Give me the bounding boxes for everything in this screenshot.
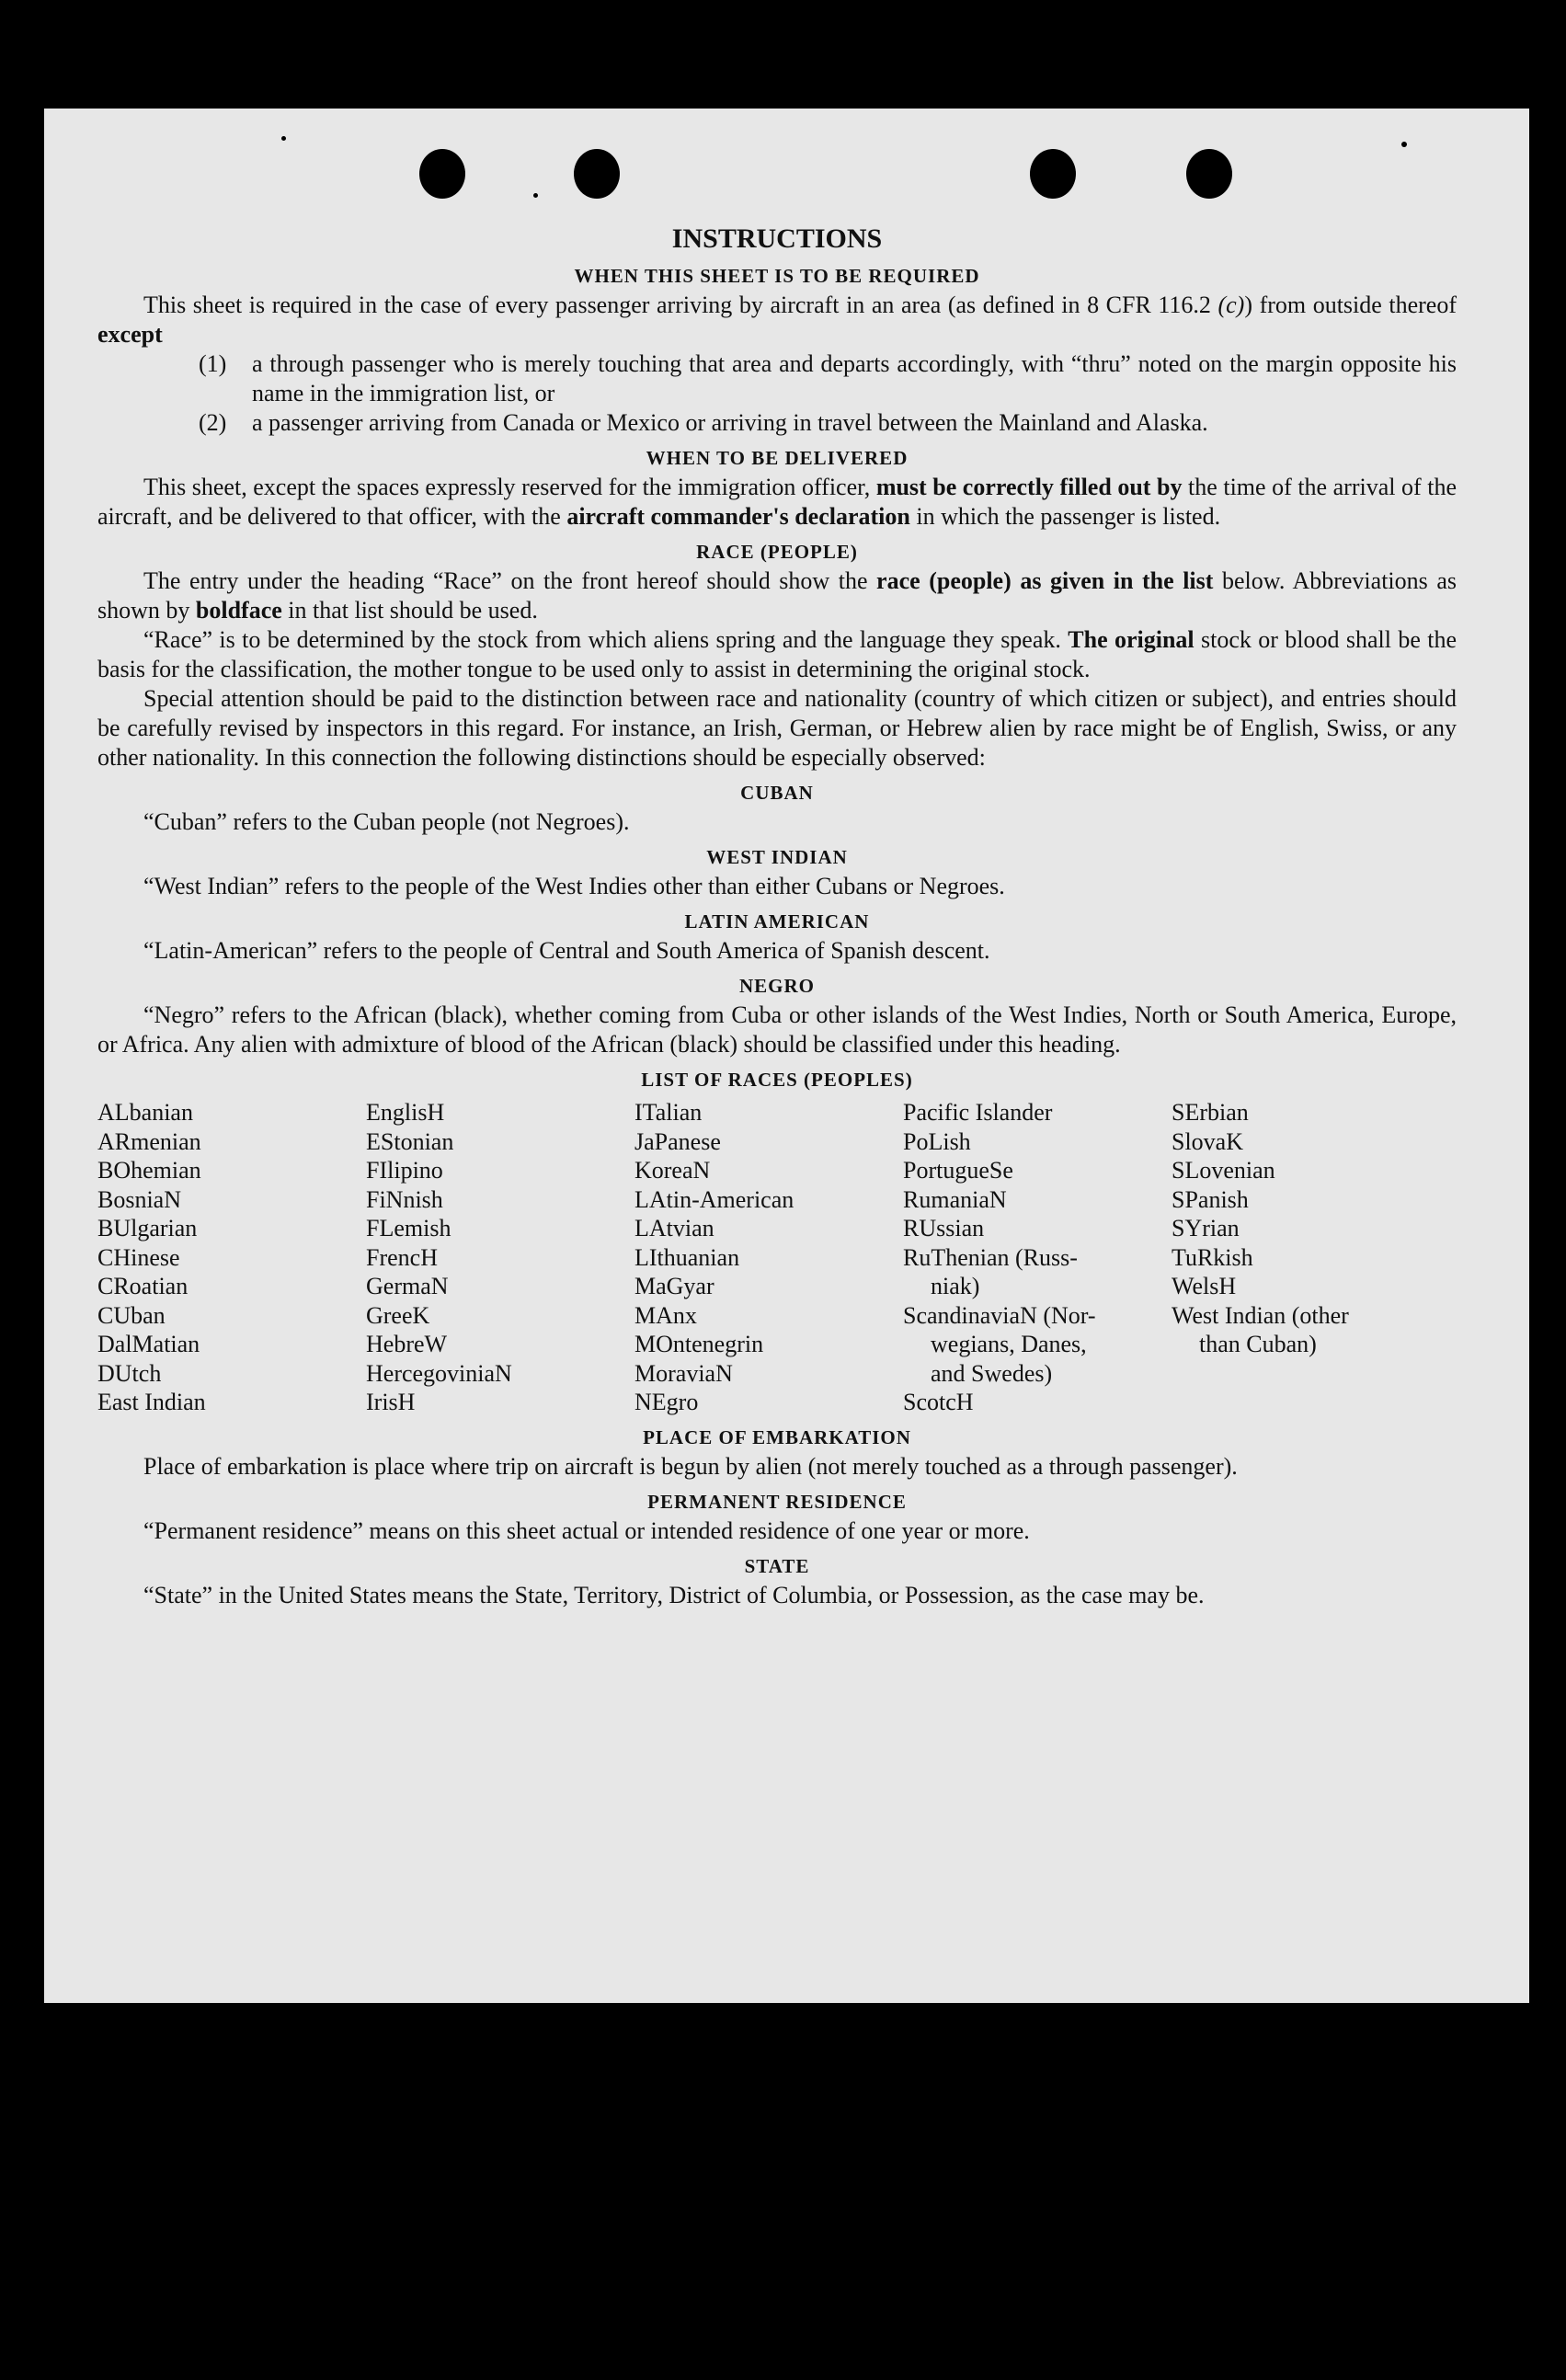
race-entry: FiNnish	[366, 1185, 443, 1213]
race-entry: EnglisH	[366, 1099, 445, 1126]
race-paragraph-1: The entry under the heading “Race” on the front hereof should show the race (people) as given in the list below. Abbreviations as shown by boldface in that list should be used.	[97, 567, 1457, 624]
race-entry: DUtch	[97, 1359, 162, 1387]
race-entry: niak)	[931, 1273, 980, 1299]
races-column	[1172, 1098, 1440, 1417]
race-entry: ScandinaviaN (Nor-	[903, 1301, 1096, 1329]
page-title: INSTRUCTIONS	[671, 223, 883, 254]
punch-hole	[1186, 149, 1232, 199]
section-heading-race: RACE (PEOPLE)	[696, 541, 858, 563]
required-item: (1) a through passenger who is merely touching that area and departs accordingly, with “thru” noted on the margin opposite his name in the immigration list, or	[199, 350, 1457, 406]
race-entry: Pacific Islander	[903, 1099, 1053, 1126]
race-entry: IrisH	[366, 1389, 416, 1415]
section-heading-west-indian: WEST INDIAN	[706, 846, 848, 868]
punch-hole	[574, 149, 620, 199]
race-entry: TuRkish	[1172, 1243, 1253, 1271]
speck	[1401, 142, 1407, 147]
section-heading-state: STATE	[744, 1554, 810, 1577]
race-entry: BOhemian	[97, 1157, 201, 1184]
section-heading-cuban: CUBAN	[740, 782, 814, 804]
race-entry: FrencH	[366, 1243, 438, 1271]
section-heading-embarkation: PLACE OF EMBARKATION	[643, 1425, 911, 1448]
race-entry: ARmenian	[97, 1127, 201, 1155]
race-entry: SPanish	[1172, 1185, 1249, 1213]
race-paragraph-2: “Race” is to be determined by the stock from which aliens spring and the language they speak. The original stock or blood shall be the basis for the classification, the mother tongue to be used only to assist in determining the original stock.	[97, 626, 1457, 682]
instructions-content	[97, 223, 1457, 1610]
race-entry: CHinese	[97, 1243, 180, 1271]
latin-american-text: “Latin-American” refers to the people of Central and South America of Spanish descent.	[143, 937, 990, 964]
race-entry: than Cuban)	[1199, 1331, 1317, 1357]
race-entry: FLemish	[366, 1215, 452, 1241]
residence-text: “Permanent residence” means on this sheet actual or intended residence of one year or more.	[143, 1516, 1030, 1544]
west-indian-text: “West Indian” refers to the people of the West Indies other than either Cubans or Negroes.	[143, 873, 1005, 899]
race-entry: DalMatian	[97, 1331, 200, 1357]
race-entry: JaPanese	[634, 1127, 721, 1155]
document-sheet	[44, 109, 1529, 2003]
race-entry: LAtvian	[634, 1215, 714, 1241]
race-entry: West Indian (other	[1172, 1301, 1349, 1329]
embarkation-text: Place of embarkation is place where trip on aircraft is begun by alien (not merely touched as a through passenger).	[143, 1452, 1238, 1480]
race-entry: MAnx	[634, 1301, 697, 1329]
races-column	[97, 1098, 366, 1417]
race-entry: LIthuanian	[634, 1243, 740, 1271]
required-intro: This sheet is required in the case of every passenger arriving by aircraft in an area (as defined in 8 CFR 116.2 (c)) from outside thereof except	[97, 292, 1457, 348]
race-entry: CUban	[97, 1301, 166, 1329]
state-text: “State” in the United States means the State, Territory, District of Columbia, or Possession, as the case may be.	[143, 1581, 1205, 1608]
speck	[533, 193, 538, 198]
race-entry: RUssian	[903, 1215, 985, 1241]
race-entry: HercegoviniaN	[366, 1359, 512, 1387]
race-entry: RuThenian (Russ-	[903, 1243, 1078, 1271]
race-entry: wegians, Danes,	[931, 1331, 1087, 1357]
race-entry: LAtin-American	[634, 1185, 794, 1213]
speck	[281, 136, 286, 141]
race-entry: BosniaN	[97, 1185, 181, 1213]
race-entry: PoLish	[903, 1127, 971, 1155]
section-heading-races-list: LIST OF RACES (PEOPLES)	[641, 1069, 913, 1091]
race-entry: WelsH	[1172, 1273, 1237, 1299]
race-entry: GermaN	[366, 1273, 449, 1299]
section-heading-latin-american: LATIN AMERICAN	[684, 910, 870, 933]
race-entry: CRoatian	[97, 1273, 189, 1299]
race-entry: SErbian	[1172, 1099, 1249, 1126]
section-heading-residence: PERMANENT RESIDENCE	[647, 1490, 907, 1513]
race-entry: and Swedes)	[931, 1359, 1053, 1387]
race-entry: NEgro	[634, 1389, 699, 1415]
race-entry: KoreaN	[634, 1157, 711, 1184]
races-column	[366, 1098, 634, 1417]
delivered-text: This sheet, except the spaces expressly reserved for the immigration officer, must be correctly filled out by the time of the arrival of the aircraft, and be delivered to that officer, with the aircraft commander's declaration in which the passenger is listed.	[97, 474, 1457, 530]
race-entry: HebreW	[366, 1331, 448, 1357]
race-entry: RumaniaN	[903, 1185, 1007, 1213]
race-entry: SlovaK	[1172, 1127, 1243, 1155]
punch-hole	[1030, 149, 1076, 199]
race-entry: MaGyar	[634, 1273, 714, 1299]
races-column	[634, 1098, 903, 1417]
race-entry: MoraviaN	[634, 1359, 733, 1387]
race-entry: GreeK	[366, 1301, 430, 1329]
section-heading-delivered: WHEN TO BE DELIVERED	[646, 447, 909, 469]
race-entry: EStonian	[366, 1127, 454, 1155]
race-entry: East Indian	[97, 1389, 206, 1415]
race-entry: ScotcH	[903, 1389, 974, 1415]
races-list	[97, 1098, 1457, 1417]
race-entry: MOntenegrin	[634, 1331, 764, 1357]
race-entry: ITalian	[634, 1099, 703, 1126]
section-heading-required: WHEN THIS SHEET IS TO BE REQUIRED	[574, 265, 980, 287]
race-entry: FIlipino	[366, 1157, 443, 1184]
race-entry: ALbanian	[97, 1099, 193, 1126]
race-entry: SLovenian	[1172, 1157, 1275, 1184]
punch-hole	[419, 149, 465, 199]
race-entry: PortugueSe	[903, 1157, 1013, 1184]
required-item: (2) a passenger arriving from Canada or Mexico or arriving in travel between the Mainland and Alaska.	[199, 409, 1208, 436]
race-paragraph-3: Special attention should be paid to the distinction between race and nationality (country of which citizen or subject), and entries should be carefully revised by inspectors in this regard. For instance, an Irish, German, or Hebrew alien by race might be of English, Swiss, or any other nationality. In this connection the following distinctions should be especially observed:	[97, 685, 1457, 771]
race-entry: BUlgarian	[97, 1215, 198, 1241]
section-heading-negro: NEGRO	[738, 975, 815, 997]
negro-text: “Negro” refers to the African (black), whether coming from Cuba or other islands of the West Indies, North or South America, Europe, or Africa. Any alien with admixture of blood of the African (black) should be classified under this heading.	[97, 1001, 1457, 1058]
race-entry: SYrian	[1172, 1215, 1240, 1241]
races-column	[903, 1098, 1172, 1417]
cuban-text: “Cuban” refers to the Cuban people (not Negroes).	[143, 808, 630, 835]
